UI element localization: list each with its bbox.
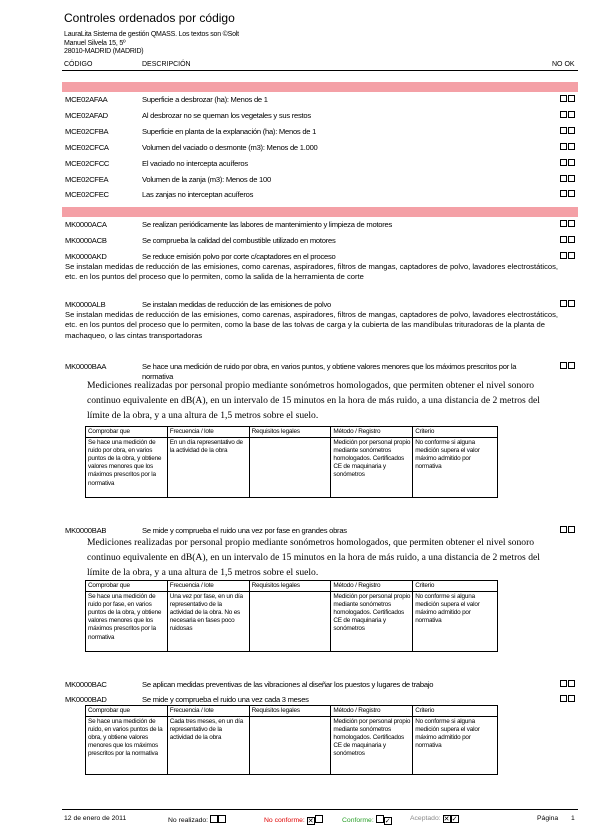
status-checkboxes <box>560 190 575 197</box>
control-code: MK0000ACA <box>65 220 107 229</box>
control-description: El vaciado no intercepta acuíferos <box>142 159 248 168</box>
ok-checkbox[interactable] <box>568 526 575 533</box>
table-cell <box>249 717 331 775</box>
column-header-description: DESCRIPCIÓN <box>142 61 191 68</box>
control-code: MK0000BAD <box>65 695 107 704</box>
status-checkboxes <box>560 220 575 227</box>
no-checkbox[interactable] <box>560 680 567 687</box>
no-checkbox[interactable] <box>560 95 567 102</box>
table-cell: No conforme si alguna medición supera el valor máximo admitido por normativa <box>413 438 498 498</box>
status-checkboxes <box>560 362 575 369</box>
legend-label: No realizado: <box>168 817 209 824</box>
control-note: Se instalan medidas de reducción de las emisiones, como carenas, aspiradores, filtros de mangas, captadores de polvo, lavadores electrostáticos, etc. en los puntos del proceso que lo permiten, como la salida de la herramienta de corte <box>65 262 559 282</box>
status-checkboxes <box>560 680 575 687</box>
control-description: Se hace una medición de ruido por obra, en varios puntos, y obtiene valores menores que los máximos prescritos por la normativa <box>142 362 517 381</box>
no-checkbox[interactable] <box>560 190 567 197</box>
control-row <box>65 220 575 232</box>
table-header: Comprobar que <box>86 706 168 717</box>
control-code: MCE02CFEA <box>65 175 109 184</box>
table-header: Criterio <box>413 427 498 438</box>
control-row <box>65 95 575 107</box>
table-header: Requisitos legales <box>249 427 331 438</box>
table-cell: Se hace una medición de ruido, en varios puntos de la obra, y obtiene valores menores que los máximos prescritos por la normativa <box>86 717 168 775</box>
ok-checkbox[interactable] <box>568 143 575 150</box>
page-number: 1 <box>571 815 575 822</box>
status-checkboxes <box>560 526 575 533</box>
table-header: Comprobar que <box>86 581 168 592</box>
table-cell: Medición por personal propio mediante sonómetros homologados. Certificados CE de maquinaria y sonómetros <box>331 717 413 775</box>
table-header: Frecuencia / lote <box>167 427 249 438</box>
control-description: Se instalan medidas de reducción de las emisiones de polvo <box>142 300 331 309</box>
check-box-icon: ✓ <box>451 816 458 823</box>
control-table <box>85 580 498 652</box>
legend-label: Aceptado: <box>410 815 441 822</box>
table-header: Método / Registro <box>331 706 413 717</box>
legend-conforme <box>342 815 392 825</box>
page-label: Página <box>537 815 559 822</box>
no-checkbox[interactable] <box>560 252 567 259</box>
no-checkbox[interactable] <box>560 695 567 702</box>
table-cell: Medición por personal propio mediante sonómetros homologados. Certificados CE de maquinaria y sonómetros <box>331 438 413 498</box>
group-band <box>62 82 578 92</box>
control-description: Las zanjas no interceptan acuíferos <box>142 190 254 199</box>
control-row <box>65 175 575 187</box>
control-code: MCE02AFAA <box>65 95 108 104</box>
table-cell: No conforme si alguna medición supera el valor máximo admitido por normativa <box>413 717 498 775</box>
ok-checkbox[interactable] <box>568 127 575 134</box>
table-cell: Una vez por fase, en un día representativo de la actividad de la obra. No es necesaria en fases poco ruidosas <box>167 592 249 652</box>
control-table <box>85 705 498 775</box>
status-checkboxes <box>560 159 575 166</box>
status-checkboxes <box>560 143 575 150</box>
ok-checkbox[interactable] <box>568 252 575 259</box>
status-checkboxes <box>560 95 575 102</box>
table-cell: Cada tres meses, en un día representativo de la actividad de la obra <box>167 717 249 775</box>
no-checkbox[interactable] <box>560 362 567 369</box>
control-code: MCE02CFCC <box>65 159 110 168</box>
control-detail: Mediciones realizadas por personal propio mediante sonómetros homologados, que permiten obtener el nivel sonoro continuo equivalente en dB(A), en un intervalo de 15 minutos en la hora de más ruido, a una distancia de 2 metros del límite de la obra, y a una altura de 1,5 metros sobre el suelo. <box>87 380 540 421</box>
control-description: Se mide y comprueba el ruido una vez cada 3 meses <box>142 695 309 704</box>
control-table <box>85 426 498 498</box>
control-description: Se realizan periódicamente las labores de mantenimiento y limpieza de motores <box>142 220 393 229</box>
table-header: Criterio <box>413 706 498 717</box>
table-cell: En un día representativo de la actividad de la obra <box>167 438 249 498</box>
no-checkbox[interactable] <box>560 175 567 182</box>
control-description: Se comprueba la calidad del combustible utilizado en motores <box>142 236 336 245</box>
table-header: Frecuencia / lote <box>167 581 249 592</box>
check-box-icon: ✓ <box>384 818 391 825</box>
control-code: MK0000BAC <box>65 680 107 689</box>
header-divider <box>62 70 578 71</box>
control-row <box>65 143 575 155</box>
control-description: Se mide y comprueba el ruido una vez por fase en grandes obras <box>142 526 347 535</box>
footer-date: 12 de enero de 2011 <box>64 815 127 822</box>
control-row <box>65 680 575 692</box>
status-checkboxes <box>560 300 575 307</box>
ok-checkbox[interactable] <box>568 300 575 307</box>
control-code: MK0000BAA <box>65 362 107 371</box>
company-info <box>64 31 239 57</box>
company-line: 28010-MADRID (MADRID) <box>64 48 144 55</box>
legend-aceptado <box>410 815 459 823</box>
control-description: Volumen del vaciado o desmonte (m3): Menos de 1.000 <box>142 143 318 152</box>
control-description: Volumen de la zanja (m3): Menos de 100 <box>142 175 271 184</box>
control-description: Se reduce emisión polvo por corte c/captadores en el proceso <box>142 252 336 261</box>
no-checkbox[interactable] <box>560 127 567 134</box>
ok-checkbox[interactable] <box>568 190 575 197</box>
no-checkbox[interactable] <box>560 143 567 150</box>
table-cell: No conforme si alguna medición supera el valor máximo admitido por normativa <box>413 592 498 652</box>
control-row <box>65 159 575 171</box>
control-note: Se instalan medidas de reducción de las emisiones, como carenas, aspiradores, filtros de mangas, captadores de polvo, lavadores electrostáticos, etc. en los puntos del proceso que lo permiten, como la base de las tolvas de carga y la cubierta de las mandíbulas trituradoras de la planta de machaqueo, o las cintas transportadoras <box>65 310 559 340</box>
table-header: Método / Registro <box>331 427 413 438</box>
no-checkbox[interactable] <box>560 111 567 118</box>
control-code: MCE02CFBA <box>65 127 109 136</box>
column-header-code: CÓDIGO <box>64 61 93 68</box>
status-checkboxes <box>560 175 575 182</box>
control-code: MCE02AFAD <box>65 111 108 120</box>
control-description: Se aplican medidas preventivas de las vibraciones al diseñar los puestos y lugares de trabajo <box>142 680 434 689</box>
table-header: Criterio <box>413 581 498 592</box>
empty-box-icon <box>210 815 218 823</box>
ok-checkbox[interactable] <box>568 111 575 118</box>
company-line: LauraLita Sistema de gestión QMASS. Los textos son ©Solt <box>64 31 239 38</box>
table-cell: Medición por personal propio mediante sonómetros homologados. Certificados CE de maquinaria y sonómetros <box>331 592 413 652</box>
ok-checkbox[interactable] <box>568 362 575 369</box>
table-header: Método / Registro <box>331 581 413 592</box>
empty-box-icon <box>315 815 323 823</box>
status-checkboxes <box>560 252 575 259</box>
table-header: Frecuencia / lote <box>167 706 249 717</box>
ok-checkbox[interactable] <box>568 680 575 687</box>
legend-no-conforme <box>264 815 323 825</box>
table-cell: Se hace una medición de ruido por obra, en varios puntos de la obra, y obtiene valores menores que los máximos prescritos por la normativa <box>86 438 168 498</box>
status-checkboxes <box>560 236 575 243</box>
ok-checkbox[interactable] <box>568 175 575 182</box>
status-checkboxes <box>560 111 575 118</box>
control-description: Superficie en planta de la explanación (ha): Menos de 1 <box>142 127 317 136</box>
no-checkbox[interactable] <box>560 220 567 227</box>
no-checkbox[interactable] <box>560 159 567 166</box>
control-row <box>65 236 575 248</box>
legend-label: No conforme: <box>264 817 305 824</box>
page-title: Controles ordenados por código <box>64 11 235 25</box>
empty-box-icon <box>376 815 384 823</box>
table-cell <box>249 592 331 652</box>
no-checkbox[interactable] <box>560 526 567 533</box>
control-code: MCE02CFEC <box>65 190 109 199</box>
ok-checkbox[interactable] <box>568 220 575 227</box>
control-detail: Mediciones realizadas por personal propio mediante sonómetros homologados, que permiten obtener el nivel sonoro continuo equivalente en dB(A), en un intervalo de 15 minutos en la hora de más ruido, a una distancia de 2 metros del límite de la obra, y a una altura de 1,5 metros sobre el suelo. <box>87 537 540 578</box>
ok-checkbox[interactable] <box>568 95 575 102</box>
control-code: MK0000ALB <box>65 300 106 309</box>
cross-box-icon: ✕ <box>307 818 314 825</box>
table-header: Comprobar que <box>86 427 168 438</box>
status-checkboxes <box>560 127 575 134</box>
group-band <box>62 207 578 217</box>
footer-divider <box>62 809 578 810</box>
ok-checkbox[interactable] <box>568 695 575 702</box>
control-row <box>65 111 575 123</box>
company-line: Manuel Silvela 15, 5º <box>64 39 126 47</box>
empty-box-icon <box>218 815 226 823</box>
control-row <box>65 190 575 202</box>
control-code: MK0000AKD <box>65 252 107 261</box>
control-description: Superficie a desbrozar (ha): Menos de 1 <box>142 95 268 104</box>
legend-no-realizado <box>168 815 226 824</box>
no-checkbox[interactable] <box>560 300 567 307</box>
control-code: MK0000BAB <box>65 526 107 535</box>
column-header-nook: NO OK <box>552 61 575 68</box>
cross-box-icon: ✕ <box>443 816 450 823</box>
control-row <box>65 127 575 139</box>
table-header: Requisitos legales <box>249 706 331 717</box>
table-cell <box>249 438 331 498</box>
status-checkboxes <box>560 695 575 702</box>
no-checkbox[interactable] <box>560 236 567 243</box>
control-description: Al desbrozar no se queman los vegetales y sus restos <box>142 111 311 120</box>
table-cell: Se hace una medición de ruido por fase, en varios puntos de la obra, y obtiene valores menores que los máximos prescritos por la normativa <box>86 592 168 652</box>
legend-label: Conforme: <box>342 817 374 824</box>
control-code: MCE02CFCA <box>65 143 109 152</box>
table-header: Requisitos legales <box>249 581 331 592</box>
ok-checkbox[interactable] <box>568 236 575 243</box>
ok-checkbox[interactable] <box>568 159 575 166</box>
control-code: MK0000ACB <box>65 236 107 245</box>
